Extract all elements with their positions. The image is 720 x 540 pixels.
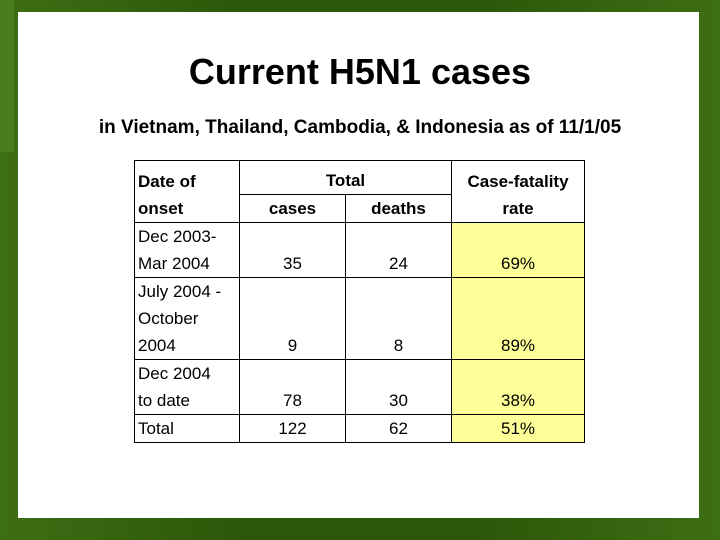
total-label: Total [135,415,240,443]
table-row [135,305,585,332]
table-header-row-2 [135,195,585,223]
row-3-deaths: 30 [346,387,452,415]
table-row [135,250,585,278]
header-date-line1: Date of [135,167,240,195]
row-3-date-line1: Dec 2004 [135,360,240,388]
table-row [135,278,585,306]
row-3-date-line2: to date [135,387,240,415]
row-1-cases: 35 [240,250,346,278]
row-1-deaths: 24 [346,250,452,278]
header-cfr-line2: rate [452,195,585,223]
h5n1-cases-table-container [134,160,584,466]
row-2-cases: 9 [240,332,346,360]
table-row [135,332,585,360]
header-total: Total [240,167,452,195]
row-2-rate: 89% [452,332,585,360]
table-header-row-1 [135,167,585,195]
row-1-date-line1: Dec 2003- [135,223,240,251]
header-cases: cases [240,195,346,223]
header-date-line2: onset [135,195,240,223]
total-cases: 122 [240,415,346,443]
row-2-date-line3: 2004 [135,332,240,360]
total-deaths: 62 [346,415,452,443]
table-row-total [135,415,585,443]
row-2-date-line2: October [135,305,240,332]
h5n1-cases-table [134,160,585,443]
header-cfr-line1: Case-fatality [452,167,585,195]
row-3-rate: 38% [452,387,585,415]
table-row [135,360,585,388]
table-row [135,223,585,251]
row-2-deaths: 8 [346,332,452,360]
slide-title: Current H5N1 cases [188,51,532,92]
header-deaths: deaths [346,195,452,223]
slide-subtitle: in Vietnam, Thailand, Cambodia, & Indonesia as of 11/1/05 [98,117,622,138]
row-2-date-line1: July 2004 - [135,278,240,306]
row-3-cases: 78 [240,387,346,415]
total-rate: 51% [452,415,585,443]
row-1-rate: 69% [452,250,585,278]
row-1-date-line2: Mar 2004 [135,250,240,278]
table-row [135,387,585,415]
